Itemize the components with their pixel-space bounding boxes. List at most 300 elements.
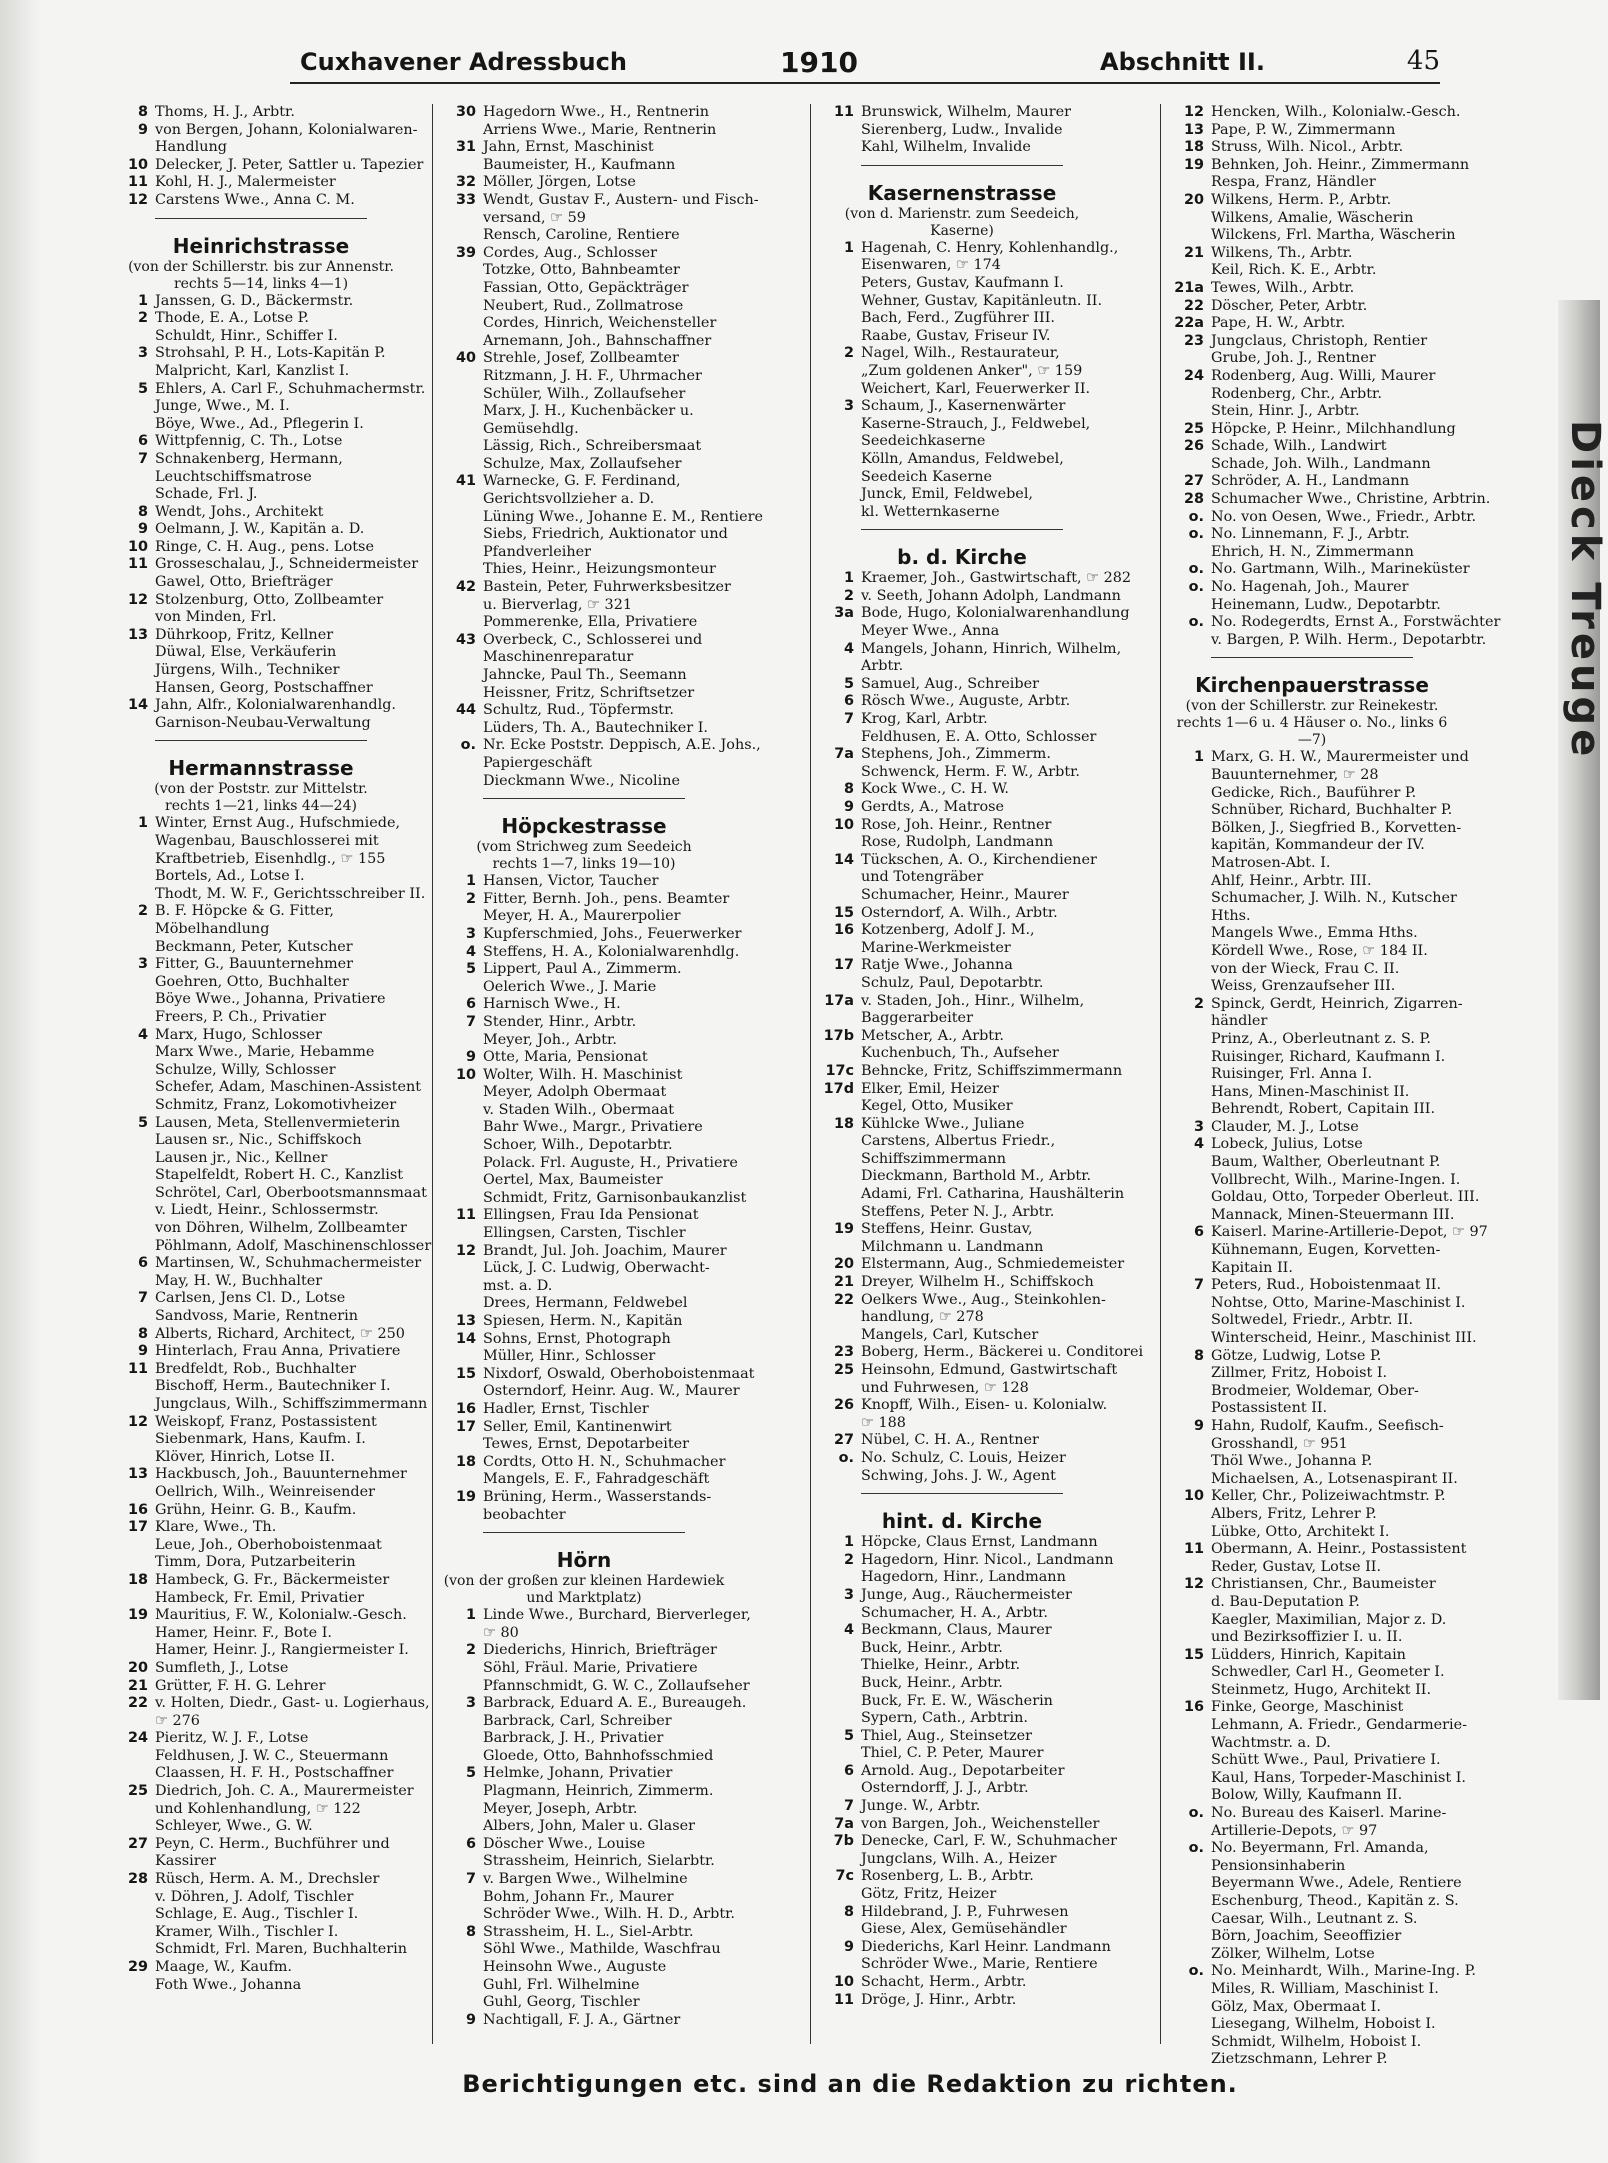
address-entry: [443, 943, 740, 962]
address-entry: [821, 1693, 1103, 1711]
address-entry: [1171, 174, 1453, 192]
house-number: 26: [833, 1397, 854, 1414]
resident-text: Mangels, Johann, Hinrich, Wilhelm,: [861, 640, 1122, 657]
house-number: o.: [1188, 508, 1204, 525]
address-entry: [443, 1049, 725, 1067]
resident-text: Lausen jr., Nic., Kellner: [155, 1149, 328, 1166]
resident-text: Osterndorff, J. J., Arbtr.: [861, 1780, 1029, 1797]
address-entry: [821, 1168, 1103, 1186]
house-number: 1: [843, 239, 854, 256]
address-entry: [1171, 210, 1453, 228]
address-entry: [1171, 1348, 1453, 1366]
page-number: 45: [1406, 46, 1440, 76]
resident-text: Malpricht, Karl, Kanzlist I.: [155, 362, 350, 379]
resident-text: Zillmer, Fritz, Hoboist I.: [1211, 1365, 1388, 1382]
resident-text: Gedicke, Rich., Bauführer P.: [1211, 784, 1417, 801]
resident-text: Stein, Hinr. J., Arbtr.: [1211, 403, 1360, 420]
house-number: 18: [127, 1571, 148, 1588]
house-number: 22a: [1174, 315, 1204, 332]
resident-text: Strassheim, H. L., Siel-Arbtr.: [483, 1923, 694, 1940]
resident-text: Clauder, M. J., Lotse: [1211, 1118, 1359, 1135]
address-entry: [1171, 1171, 1461, 1190]
address-entry: [443, 1730, 725, 1748]
resident-text: Ratje Wwe., Johanna: [861, 957, 1013, 974]
address-entry: [115, 1642, 407, 1660]
resident-text: Barbrack, Eduard A. E., Bureaugeh.: [483, 1695, 747, 1712]
address-entry: [443, 1119, 725, 1137]
address-entry: [443, 1677, 750, 1696]
resident-text: Kramer, Wilh., Tischler I.: [155, 1923, 339, 1940]
resident-text: Rosenberg, L. B., Arbtr.: [861, 1868, 1034, 1885]
address-entry: [1171, 456, 1453, 474]
address-entry: [821, 1397, 1108, 1415]
address-entry: [443, 368, 725, 386]
resident-text: Rose, Joh. Heinr., Rentner: [861, 816, 1052, 833]
resident-text: Schwing, Johs. J. W., Agent: [861, 1467, 1056, 1484]
address-entry: [115, 380, 426, 399]
resident-text: Maage, W., Kaufm.: [155, 1959, 292, 1975]
resident-text: Kölln, Amandus, Feldwebel,: [861, 450, 1064, 467]
resident-text: Schüler, Wilh., Zollaufseher: [483, 385, 686, 402]
resident-text: Garnison-Neubau-Verwaltung: [155, 714, 371, 731]
address-entry: [115, 644, 407, 662]
house-number: 31: [455, 139, 476, 156]
house-number: 14: [127, 697, 148, 714]
house-number: 6: [843, 1762, 854, 1779]
address-entry: [821, 676, 1103, 694]
address-entry: [443, 1401, 725, 1419]
address-entry: [821, 1062, 1123, 1081]
resident-text: Vollbrecht, Wilh., Marine-Ingen. I.: [1211, 1171, 1461, 1188]
address-entry: [115, 1678, 407, 1696]
address-entry: [443, 1295, 725, 1313]
resident-text: Eisenwaren, ☞ 174: [861, 257, 1001, 274]
house-number: 39: [455, 244, 476, 261]
address-entry: [1171, 2051, 1453, 2069]
address-entry: [1171, 1488, 1453, 1506]
address-entry: [115, 1220, 407, 1238]
street-description: (von der großen zur kleinen Hardewiek: [443, 1573, 725, 1590]
address-entry: [443, 491, 725, 509]
resident-text: Eschenburg, Theod., Kapitän z. S.: [1211, 1893, 1459, 1909]
address-entry: [1171, 802, 1453, 820]
house-number: 13: [455, 1313, 476, 1329]
house-number: 1: [465, 1607, 476, 1624]
address-entry: [821, 257, 1103, 275]
resident-text: Arnemann, Joh., Bahnschaffner: [483, 332, 712, 349]
resident-text: Meyer Wwe., Anna: [861, 623, 1000, 640]
resident-text: Brunswick, Wilhelm, Maurer: [861, 104, 1072, 120]
address-entry: [821, 1551, 1114, 1570]
house-number: 7a: [834, 746, 854, 763]
address-entry: [1171, 1101, 1453, 1119]
address-entry: [1171, 403, 1453, 421]
resident-text: Grosshandl, ☞ 951: [1211, 1435, 1348, 1452]
resident-text: No. von Oesen, Wwe., Friedr., Arbtr.: [1211, 508, 1477, 525]
resident-text: von der Wieck, Frau C. II.: [1211, 960, 1400, 977]
resident-text: Bach, Ferd., Zugführer III.: [861, 310, 1055, 327]
house-number: 30: [455, 104, 476, 120]
resident-text: Schade, Joh. Wilh., Landmann: [1211, 455, 1431, 472]
address-entry: [1171, 785, 1453, 803]
house-number: 6: [1193, 1224, 1204, 1241]
address-entry: [821, 887, 1103, 905]
house-number: 17: [833, 957, 854, 974]
resident-text: Wilkens, Herm. P., Arbtr.: [1211, 191, 1392, 208]
house-number: 9: [1193, 1417, 1204, 1434]
address-entry: [115, 1202, 407, 1220]
resident-text: No. Hagenah, Joh., Maurer: [1211, 579, 1409, 596]
resident-text: Kraftbetrieb, Eisenhdlg., ☞ 155: [155, 850, 386, 867]
resident-text: „Zum goldenen Anker", ☞ 159: [861, 362, 1083, 379]
resident-text: Schoer, Wilh., Depotarbtr.: [483, 1137, 673, 1154]
resident-text: Baggerarbeiter: [861, 1010, 973, 1027]
resident-text: Hahn, Rudolf, Kaufm., Seefisch-: [1211, 1417, 1444, 1434]
address-entry: [1171, 368, 1453, 386]
house-number: 16: [833, 922, 854, 939]
address-entry: [821, 1133, 1103, 1151]
resident-text: Michaelsen, A., Lotsenaspirant II.: [1211, 1470, 1458, 1487]
house-number: 17a: [824, 992, 854, 1009]
address-entry: [443, 227, 725, 245]
resident-text: Mangels, E. F., Fahradgeschäft: [483, 1471, 710, 1488]
address-entry: [115, 1396, 428, 1414]
address-entry: [821, 122, 1103, 140]
resident-text: Tewes, Wilh., Arbtr.: [1211, 279, 1355, 296]
resident-text: Carlsen, Jens Cl. D., Lotse: [155, 1290, 346, 1307]
resident-text: Stapelfeldt, Robert H. C., Kanzlist: [155, 1167, 404, 1184]
resident-text: Müller, Hinr., Schlosser: [483, 1348, 656, 1365]
house-number: 17b: [823, 1027, 854, 1044]
resident-text: Bastein, Peter, Fuhrwerksbesitzer: [483, 579, 731, 596]
address-entry: [1171, 614, 1501, 632]
address-entry: [443, 1836, 725, 1854]
address-entry: [1171, 245, 1453, 263]
resident-text: Kassirer: [155, 1853, 216, 1870]
resident-text: Christiansen, Chr., Baumeister: [1211, 1576, 1436, 1593]
resident-text: Ahlf, Heinr., Arbtr. III.: [1211, 872, 1372, 889]
resident-text: Pöhlmann, Adolf, Maschinenschlosser: [155, 1237, 432, 1254]
house-number: 7: [465, 1871, 476, 1888]
address-entry: [821, 104, 1103, 122]
address-entry: [1171, 1752, 1453, 1770]
resident-text: Marx, J. H., Kuchenbäcker u.: [483, 403, 694, 420]
house-number: 9: [843, 1938, 854, 1955]
resident-text: Delecker, J. Peter, Sattler u. Tapezier: [155, 156, 424, 173]
resident-text: Steffens, Peter N. J., Arbtr.: [861, 1203, 1055, 1220]
resident-text: Döscher Wwe., Louise: [483, 1835, 646, 1852]
resident-text: Linde Wwe., Burchard, Bierverleger,: [483, 1607, 751, 1624]
address-entry: [115, 416, 407, 434]
house-number: 15: [833, 904, 854, 921]
street-description: rechts 1—6 u. 4 Häuser o. No., links 6—7): [1176, 715, 1448, 749]
resident-text: Schuldt, Hinr., Schiffer I.: [155, 327, 338, 344]
resident-text: Foth Wwe., Johanna: [155, 1976, 302, 1993]
resident-text: Junge. W., Arbtr.: [861, 1798, 981, 1815]
address-entry: [1171, 2016, 1453, 2034]
resident-text: Giese, Alex, Gemüsehändler: [861, 1921, 1067, 1938]
resident-text: Nr. Ecke Poststr. Deppisch, A.E. Johs.,: [483, 737, 761, 754]
house-number: 27: [833, 1432, 854, 1449]
address-entry: [115, 1959, 407, 1977]
resident-text: Kahl, Wilhelm, Invalide: [861, 139, 1031, 156]
address-entry: [821, 1081, 1103, 1099]
house-number: 16: [127, 1501, 148, 1518]
resident-text: handlung, ☞ 278: [861, 1309, 984, 1326]
address-entry: [821, 381, 1103, 399]
street-heading: Kasernenstrasse: [867, 180, 1057, 205]
address-entry: [821, 469, 1103, 487]
resident-text: Prinz, A., Oberleutnant z. S. P.: [1211, 1030, 1431, 1047]
resident-text: Brüning, Herm., Wasserstands-: [483, 1488, 712, 1505]
house-number: 22: [833, 1291, 854, 1308]
address-entry: [1171, 749, 1469, 767]
resident-text: Wilckens, Frl. Martha, Wäscherin: [1211, 227, 1456, 244]
house-number: 11: [455, 1207, 476, 1224]
street-heading: hint. d. Kirche: [881, 1509, 1043, 1534]
address-entry: [821, 1745, 1103, 1763]
resident-text: Götz, Fritz, Heizer: [861, 1886, 997, 1903]
address-entry: [115, 592, 407, 610]
resident-text: Ehlers, A. Carl F., Schuhmachermstr.: [155, 380, 426, 397]
house-number: 40: [455, 350, 476, 367]
address-entry: [821, 1116, 1103, 1134]
address-entry: [821, 799, 1103, 817]
resident-text: Boberg, Herm., Bäckerei u. Conditorei: [861, 1344, 1144, 1361]
house-number: 22: [1183, 297, 1204, 314]
house-number: 10: [1183, 1488, 1204, 1505]
resident-text: Siebs, Friedrich, Auktionator und: [483, 526, 728, 543]
resident-text: Weiskopf, Franz, Postassistent: [155, 1413, 377, 1430]
address-entry: [821, 1274, 1103, 1292]
resident-text: Heinemann, Ludw., Depotarbtr.: [1211, 596, 1441, 613]
address-entry: [443, 1695, 747, 1713]
resident-text: Wolter, Wilh. H. Maschinist: [483, 1066, 683, 1083]
resident-text: Peters, Gustav, Kaufmann I.: [861, 274, 1064, 291]
resident-text: Junck, Emil, Feldwebel,: [861, 486, 1034, 503]
resident-text: Wendt, Johs., Architekt: [155, 503, 324, 520]
house-number: 2: [843, 587, 854, 604]
resident-text: Behncke, Fritz, Schiffszimmermann: [861, 1062, 1123, 1079]
address-entry: [821, 293, 1103, 311]
address-entry: [115, 1590, 407, 1608]
resident-text: von Bergen, Johann, Kolonialwaren-: [155, 121, 418, 138]
resident-text: Kördell Wwe., Rose, ☞ 184 II.: [1211, 942, 1428, 959]
address-entry: [821, 416, 1103, 434]
address-entry: [821, 605, 1130, 623]
house-number: 9: [137, 521, 148, 538]
house-number: 8: [843, 781, 854, 798]
address-entry: [115, 1660, 407, 1678]
resident-text: Sierenberg, Ludw., Invalide: [861, 121, 1063, 138]
house-number: 12: [1183, 104, 1204, 120]
house-number: 3: [137, 345, 148, 362]
address-entry: [1171, 1682, 1453, 1700]
resident-text: Jungclaus, Wilh., Schiffszimmermann: [155, 1396, 428, 1412]
address-entry: [821, 957, 1103, 975]
address-entry: [115, 1414, 407, 1432]
address-entry: [443, 1207, 725, 1225]
resident-text: Ruisinger, Frl. Anna I.: [1211, 1066, 1373, 1083]
address-entry: [1171, 1840, 1453, 1858]
address-entry: [443, 755, 725, 773]
resident-text: Weichert, Karl, Feuerwerker II.: [861, 380, 1091, 397]
resident-text: Hths.: [1211, 907, 1251, 924]
resident-text: Fitter, G., Bauunternehmer: [155, 956, 354, 973]
address-entry: [443, 1419, 725, 1437]
address-entry: [1171, 1154, 1453, 1172]
resident-text: Bahr Wwe., Margr., Privatiere: [483, 1119, 703, 1136]
resident-text: Grosseschalau, J., Schneidermeister: [155, 556, 419, 573]
address-entry: [1171, 491, 1491, 509]
resident-text: Jahncke, Paul Th., Seemann: [483, 667, 687, 683]
address-entry: [443, 979, 725, 997]
address-entry: [443, 1102, 725, 1120]
house-number: 4: [1193, 1136, 1204, 1153]
resident-text: Oelmann, J. W., Kapitän a. D.: [155, 521, 365, 538]
address-entry: [1171, 1647, 1453, 1665]
address-entry: [115, 1853, 407, 1871]
address-entry: [443, 1454, 725, 1472]
resident-text: Buck, Fr. E. W., Wäscherin: [861, 1692, 1053, 1709]
resident-text: Krog, Karl, Arbtr.: [861, 711, 988, 728]
address-entry: [1171, 350, 1453, 368]
address-entry: [115, 1607, 407, 1625]
address-entry: [115, 1871, 407, 1889]
house-number: 11: [127, 174, 148, 191]
resident-text: Heinsohn, Edmund, Gastwirtschaft: [861, 1362, 1118, 1378]
address-entry: [115, 1343, 407, 1361]
resident-text: Arbtr.: [861, 658, 904, 675]
house-number: 21a: [1174, 279, 1204, 296]
address-entry: [115, 868, 407, 886]
resident-text: Nachtigall, F. J. A., Gärtner: [483, 2011, 681, 2028]
address-entry: [115, 833, 407, 851]
house-number: 28: [127, 1871, 148, 1888]
address-entry: [821, 1344, 1144, 1362]
resident-text: Dührkoop, Fritz, Kellner: [155, 626, 334, 643]
resident-text: Wendt, Gustav F., Austern- und Fisch-: [483, 191, 759, 208]
house-number: 9: [137, 1343, 148, 1360]
address-entry: [443, 1625, 725, 1643]
address-entry: [1171, 855, 1453, 873]
resident-text: Ellingsen, Frau Ida Pensionat: [483, 1207, 699, 1224]
address-entry: [115, 1290, 407, 1308]
resident-text: Schumacher, J. Wilh. N., Kutscher: [1211, 890, 1457, 907]
house-number: 25: [833, 1362, 854, 1378]
address-entry: [821, 852, 1103, 870]
address-entry: [115, 1326, 407, 1344]
address-entry: [1171, 1365, 1453, 1383]
section-divider: [483, 1532, 685, 1533]
resident-text: Miles, R. William, Maschinist I.: [1211, 1980, 1439, 1997]
address-entry: [443, 508, 764, 527]
address-entry: [115, 1941, 407, 1959]
address-entry: [821, 1256, 1125, 1274]
house-number: 16: [455, 1400, 476, 1417]
resident-text: Kühlcke Wwe., Juliane: [861, 1115, 1025, 1132]
address-entry: [443, 1642, 725, 1660]
resident-text: Thiel, Aug., Steinsetzer: [861, 1727, 1033, 1744]
address-entry: [443, 908, 725, 926]
address-entry: [115, 715, 407, 733]
page-header: [290, 42, 1440, 84]
resident-text: Düwal, Else, Verkäuferin: [155, 644, 337, 661]
address-entry: [115, 1079, 422, 1097]
resident-text: Diedrich, Joh. C. A., Maurermeister: [155, 1783, 414, 1800]
address-entry: [1171, 1823, 1453, 1841]
resident-text: Hambeck, Fr. Emil, Privatier: [155, 1589, 365, 1606]
address-entry: [115, 1150, 407, 1168]
house-number: 3: [465, 925, 476, 942]
house-number: 8: [465, 1923, 476, 1940]
resident-text: Meyer, Joh., Arbtr.: [483, 1031, 617, 1048]
house-number: 3: [843, 1586, 854, 1603]
address-entry: [115, 1906, 407, 1924]
address-entry: [1171, 1805, 1453, 1823]
house-number: 3: [843, 398, 854, 415]
resident-text: Cordes, Aug., Schlosser: [483, 244, 658, 261]
resident-text: Stolzenburg, Otto, Zollbeamter: [155, 591, 384, 608]
column-2: [432, 104, 764, 2044]
address-entry: [115, 504, 407, 522]
address-entry: [115, 486, 407, 504]
address-entry: [443, 174, 725, 192]
resident-text: Lüders, Th. A., Bautechniker I.: [483, 719, 708, 736]
address-entry: [115, 680, 407, 698]
resident-text: Wittpfennig, C. Th., Lotse: [155, 433, 343, 450]
resident-text: Ruisinger, Richard, Kaufmann I.: [1211, 1048, 1446, 1065]
address-entry: [115, 1273, 407, 1291]
resident-text: Weiss, Grenzaufseher III.: [1211, 978, 1396, 995]
section-divider: [1211, 657, 1413, 658]
house-number: 8: [137, 1325, 148, 1342]
resident-text: Höpcke, P. Heinr., Milchhandlung: [1211, 420, 1456, 437]
address-entry: [115, 903, 407, 921]
address-entry: [821, 1763, 1103, 1781]
address-entry: [821, 834, 1103, 852]
address-entry: [115, 1431, 407, 1449]
resident-text: Neubert, Rud., Zollmatrose: [483, 297, 684, 314]
address-entry: [115, 1115, 407, 1133]
address-entry: [1171, 1735, 1453, 1753]
address-entry: [115, 1889, 407, 1907]
address-entry: [821, 1833, 1118, 1851]
resident-text: Jürgens, Wilh., Techniker: [155, 662, 340, 679]
address-entry: [115, 192, 407, 210]
resident-text: Schiffszimmermann: [861, 1150, 1007, 1167]
resident-text: Gawel, Otto, Briefträger: [155, 574, 333, 591]
address-entry: [821, 451, 1103, 469]
address-entry: [115, 521, 407, 539]
house-number: 11: [833, 104, 854, 120]
resident-text: Nagel, Wilh., Restaurateur,: [861, 345, 1060, 362]
address-entry: [1171, 1277, 1453, 1295]
resident-text: Junge, Aug., Räuchermeister: [861, 1586, 1072, 1603]
address-entry: [1171, 1928, 1453, 1946]
resident-text: Otte, Maria, Pensionat: [483, 1049, 648, 1066]
address-entry: [821, 1798, 1103, 1816]
resident-text: Schwedler, Carl H., Geometer I.: [1211, 1664, 1445, 1681]
house-number: 26: [1183, 438, 1204, 455]
resident-text: Pieritz, W. J. F., Lotse: [155, 1730, 309, 1747]
resident-text: Elstermann, Aug., Schmiedemeister: [861, 1256, 1125, 1273]
house-number: 24: [127, 1730, 148, 1747]
address-entry: [443, 1818, 725, 1836]
resident-text: Kotzenberg, Adolf J. M.,: [861, 922, 1035, 939]
address-entry: [1171, 943, 1453, 961]
resident-text: Rose, Rudolph, Landmann: [861, 834, 1054, 851]
